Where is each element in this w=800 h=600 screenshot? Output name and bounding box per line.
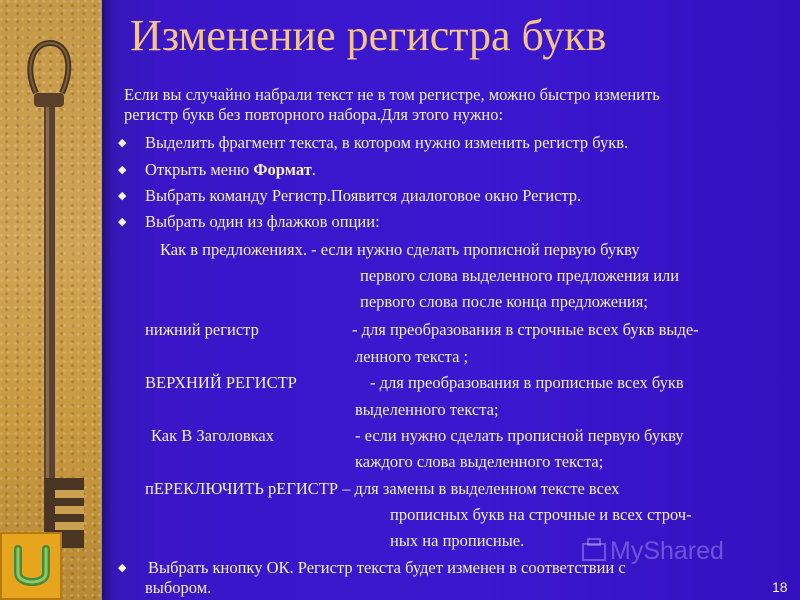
option-2-line-2: ленного текста ;: [355, 347, 469, 366]
bullet-diamond-icon: ◆: [118, 216, 127, 228]
option-4-line-2: каждого слова выделенного текста;: [355, 452, 604, 471]
option-5-line-3: ных на прописные.: [390, 531, 525, 550]
option-5-line-2: прописных букв на строчные и всех строч-: [390, 505, 692, 524]
option-3-line-1: - для преобразования в прописные всех букв: [370, 373, 684, 392]
bullet-diamond-icon: ◆: [118, 190, 127, 202]
bullet-5-line-1: Выбрать кнопку ОК. Регистр текста будет изменен в соответствии с: [148, 558, 626, 577]
option-3-label: ВЕРХНИЙ РЕГИСТР: [145, 373, 297, 392]
intro-line-2: регистр букв без повторного набора.Для этого нужно:: [124, 105, 504, 124]
bullet-2: [145, 160, 316, 180]
u-turn-home-icon: [10, 543, 54, 591]
bullet-3: Выбрать команду Регистр.Появится диалоговое окно Регистр.: [145, 186, 582, 205]
bullet-5-line-2: выбором.: [145, 578, 212, 597]
home-button[interactable]: [0, 532, 62, 600]
option-5-line-1: пЕРЕКЛЮЧИТЬ рЕГИСТР – для замены в выделенном тексте всех: [145, 479, 620, 498]
slide-title: Изменение регистра букв: [130, 11, 607, 60]
bullet-2-prefix: Открыть меню: [145, 160, 254, 179]
bullet-diamond-icon: ◆: [118, 137, 127, 149]
option-2-line-1: - для преобразования в строчные всех букв выде-: [352, 320, 699, 339]
page-number: 18: [772, 579, 788, 595]
option-1-line-2: первого слова выделенного предложения или: [360, 266, 680, 285]
bullet-1: Выделить фрагмент текста, в котором нужно изменить регистр букв.: [145, 133, 629, 152]
format-menu-name: Формат: [253, 160, 312, 179]
option-2-label: нижний регистр: [145, 320, 259, 339]
option-4-line-1: - если нужно сделать прописной первую букву: [355, 426, 684, 445]
bullet-diamond-icon: ◆: [118, 562, 127, 574]
option-1-line-3: первого слова после конца предложения;: [360, 292, 648, 311]
intro-line-1: Если вы случайно набрали текст не в том регистре, можно быстро изменить: [124, 85, 660, 104]
watermark-text: MyShared: [610, 537, 724, 565]
option-3-line-2: выделенного текста;: [355, 400, 499, 419]
bullet-diamond-icon: ◆: [118, 164, 127, 176]
bullet-4: Выбрать один из флажков опции:: [145, 212, 380, 231]
option-4-label: Как В Заголовках: [151, 426, 274, 445]
watermark-logo-icon: [580, 536, 608, 564]
bullet-2-suffix: .: [311, 160, 316, 179]
option-1-line-1: Как в предложениях. - если нужно сделать прописной первую букву: [160, 240, 640, 259]
